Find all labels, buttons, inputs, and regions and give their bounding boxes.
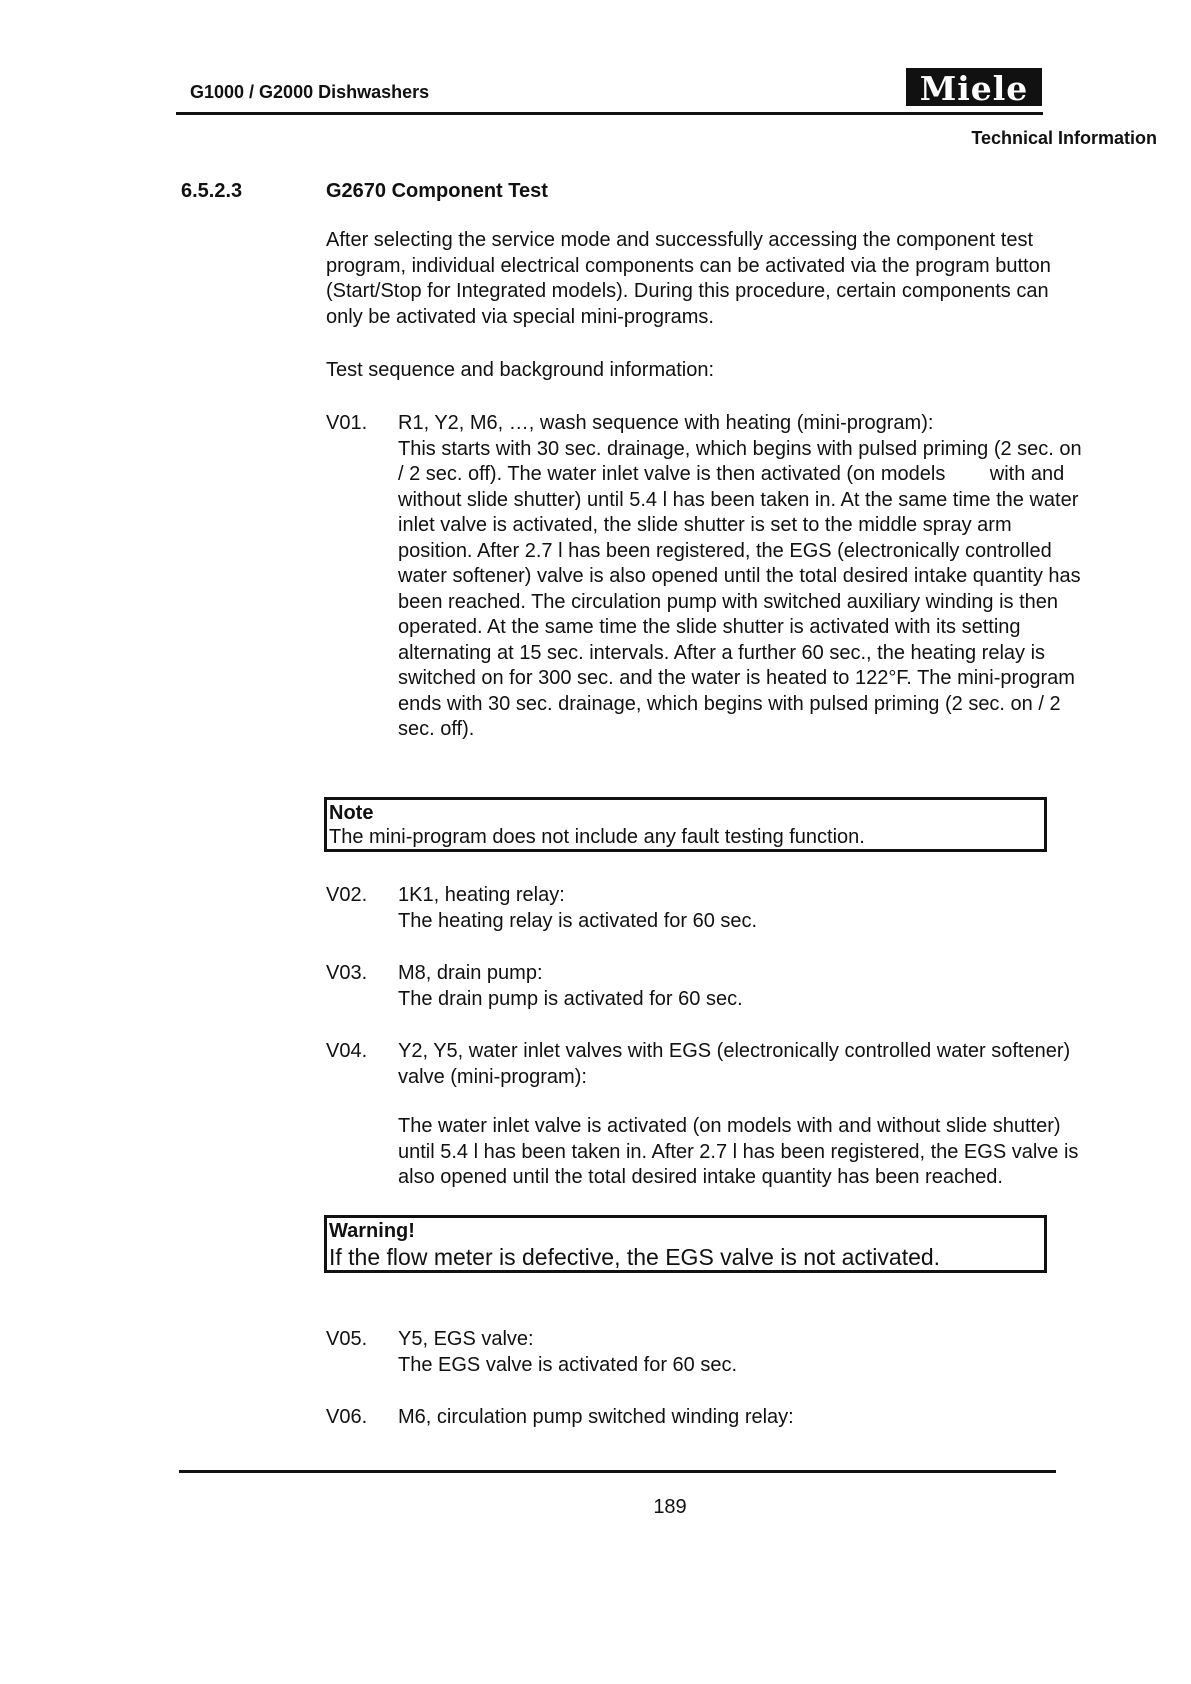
miele-logo: Miele xyxy=(906,68,1042,106)
step-line: sec. off). xyxy=(398,718,475,740)
step-line: Y2, Y5, water inlet valves with EGS (electronically controlled water softener) xyxy=(398,1040,1071,1062)
warning-box xyxy=(324,1215,1047,1273)
step-line: The water inlet valve is activated (on models with and without slide shutter) xyxy=(398,1115,1061,1137)
step-label-v05: V05. xyxy=(326,1328,368,1350)
note-text: The mini-program does not include any fault testing function. xyxy=(329,826,865,848)
intro-line: (Start/Stop for Integrated models). During this procedure, certain components can xyxy=(326,280,1049,302)
intro-paragraph xyxy=(326,228,1146,330)
page-number: 189 xyxy=(653,1496,687,1518)
step-line: valve (mini-program): xyxy=(398,1065,587,1088)
step-line: switched on for 300 sec. and the water is heated to 122°F. The mini-program xyxy=(398,667,1075,689)
step-line: without slide shutter) until 5.4 l has been taken in. At the same time the water xyxy=(398,488,1079,511)
step-detail-v04 xyxy=(398,1114,1158,1191)
step-label-v02: V02. xyxy=(326,884,368,906)
step-line: ends with 30 sec. drainage, which begins with pulsed priming (2 sec. on / 2 xyxy=(398,692,1061,715)
step-line: operated. At the same time the slide shutter is activated with its setting xyxy=(398,616,1021,638)
step-label-v03: V03. xyxy=(326,962,368,984)
footer-divider xyxy=(179,1470,1056,1473)
intro-line: only be activated via special mini-programs. xyxy=(326,305,714,328)
step-line: water softener) valve is also opened until the total desired intake quantity has xyxy=(398,565,1081,587)
step-label-v01: V01. xyxy=(326,412,368,434)
step-line: inlet valve is activated, the slide shutter is set to the middle spray arm xyxy=(398,514,1012,536)
note-box xyxy=(324,797,1047,852)
document-header-subtitle: Technical Information xyxy=(971,128,1157,148)
step-text-v02 xyxy=(398,883,1158,934)
step-line: M6, circulation pump switched winding relay: xyxy=(398,1406,794,1428)
step-line: The drain pump is activated for 60 sec. xyxy=(398,987,743,1010)
step-label-v04: V04. xyxy=(326,1040,368,1062)
step-text-v03 xyxy=(398,961,1158,1012)
section-title: G2670 Component Test xyxy=(326,180,548,202)
step-line: / 2 sec. off). The water inlet valve is then activated (on models with and xyxy=(398,463,1065,485)
note-title: Note xyxy=(329,802,374,824)
sequence-intro: Test sequence and background information: xyxy=(326,359,715,381)
step-text-v01 xyxy=(398,411,1158,743)
step-line: This starts with 30 sec. drainage, which begins with pulsed priming (2 sec. on xyxy=(398,437,1082,460)
step-line: The heating relay is activated for 60 sec. xyxy=(398,909,758,932)
intro-line: program, individual electrical components can be activated via the program button xyxy=(326,254,1051,277)
step-line: R1, Y2, M6, …, wash sequence with heating (mini-program): xyxy=(398,412,934,434)
warning-text: If the flow meter is defective, the EGS valve is not activated. xyxy=(329,1244,941,1270)
section-number: 6.5.2.3 xyxy=(181,180,243,202)
warning-title: Warning! xyxy=(329,1220,415,1242)
step-text-v06 xyxy=(398,1405,1158,1431)
step-line: been reached. The circulation pump with switched auxiliary winding is then xyxy=(398,590,1058,613)
step-text-v04 xyxy=(398,1039,1158,1090)
step-label-v06: V06. xyxy=(326,1406,368,1428)
step-line: until 5.4 l has been taken in. After 2.7 l has been registered, the EGS valve is xyxy=(398,1140,1079,1163)
step-line: alternating at 15 sec. intervals. After a further 60 sec., the heating relay is xyxy=(398,641,1046,664)
step-line: 1K1, heating relay: xyxy=(398,884,565,906)
step-line: The EGS valve is activated for 60 sec. xyxy=(398,1353,738,1376)
document-header-title: G1000 / G2000 Dishwashers xyxy=(190,82,430,102)
intro-line: After selecting the service mode and successfully accessing the component test xyxy=(326,229,1034,251)
step-text-v05 xyxy=(398,1327,1158,1378)
step-line: Y5, EGS valve: xyxy=(398,1328,534,1350)
step-line: position. After 2.7 l has been registered, the EGS (electronically controlled xyxy=(398,539,1052,562)
step-line: also opened until the total desired intake quantity has been reached. xyxy=(398,1166,1003,1188)
header-divider xyxy=(176,112,1043,115)
step-line: M8, drain pump: xyxy=(398,962,543,984)
